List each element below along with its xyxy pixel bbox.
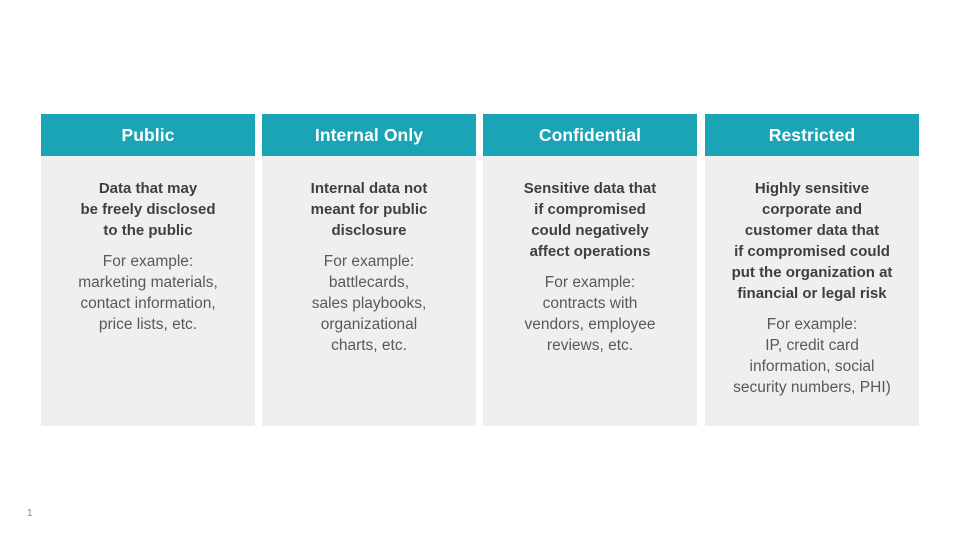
card-body [41,156,255,335]
card-body [705,156,919,398]
card-example: For example: contracts with vendors, employee reviews, etc. [524,274,656,354]
classification-card-confidential [483,114,697,426]
card-header: Confidential [483,114,697,156]
classification-card-internal-only [262,114,476,426]
card-header: Internal Only [262,114,476,156]
card-description: Internal data not meant for public disclosure [310,180,428,239]
card-description: Sensitive data that if compromised could negatively affect operations [523,180,657,260]
card-body [262,156,476,356]
card-header: Restricted [705,114,919,156]
card-example: For example: marketing materials, contact information, price lists, etc. [78,253,218,333]
card-body [483,156,697,356]
card-description: Highly sensitive corporate and customer data that if compromised could put the organization at financial or legal risk [731,180,893,302]
card-example: For example: IP, credit card information, social security numbers, PHI) [733,316,891,396]
page-number: 1 [27,508,33,519]
card-example: For example: battlecards, sales playbooks, organizational charts, etc. [311,253,427,354]
classification-card-public [41,114,255,426]
classification-card-restricted [705,114,919,426]
card-description: Data that may be freely disclosed to the public [80,180,216,239]
card-header: Public [41,114,255,156]
